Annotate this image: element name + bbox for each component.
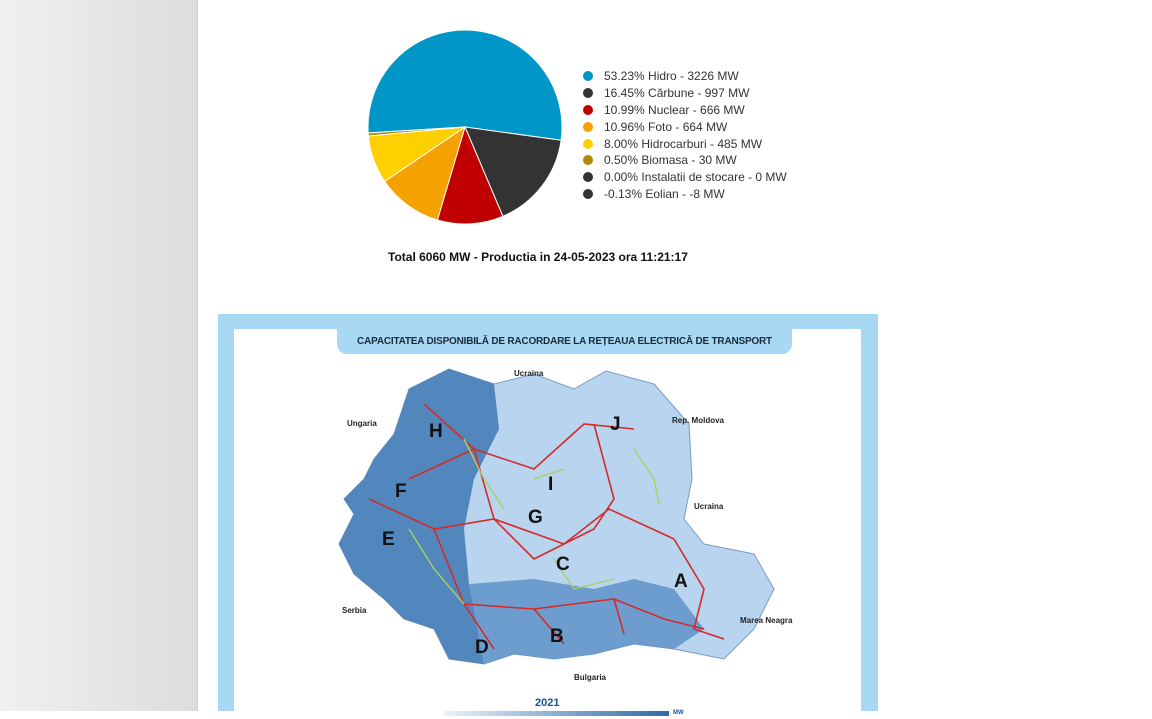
legend-label: 10.99% Nuclear - 666 MW xyxy=(604,102,745,117)
legend-swatch xyxy=(583,88,593,98)
neighbor-label: Ungaria xyxy=(347,419,377,428)
production-time: 11:21:17 xyxy=(640,250,688,264)
legend-label: 0.00% Instalatii de stocare - 0 MW xyxy=(604,170,787,185)
scale-unit: MW xyxy=(673,710,684,716)
zone-label: D xyxy=(475,637,489,658)
zone-label: F xyxy=(395,481,407,502)
chart-legend xyxy=(583,68,787,202)
legend-swatch xyxy=(583,172,593,182)
legend-item[interactable] xyxy=(583,186,787,203)
legend-swatch xyxy=(583,139,593,149)
zone-label: A xyxy=(674,571,688,592)
zone-label: H xyxy=(429,421,443,442)
legend-item[interactable] xyxy=(583,135,787,152)
capacity-color-scale xyxy=(444,711,669,716)
region-south-mid xyxy=(469,579,704,664)
zone-label: E xyxy=(382,529,395,550)
legend-swatch xyxy=(583,105,593,115)
legend-item[interactable] xyxy=(583,102,787,119)
neighbor-label: Rep. Moldova xyxy=(672,416,725,425)
neighbor-label: Bulgaria xyxy=(574,673,607,682)
zone-label: I xyxy=(548,474,554,495)
legend-swatch xyxy=(583,71,593,81)
total-prefix: Total 6060 MW - Productia in 24-05-2023 ora xyxy=(388,250,641,264)
zone-label: B xyxy=(550,626,564,647)
legend-swatch xyxy=(583,122,593,132)
neighbor-label: Ucraina xyxy=(514,369,544,378)
legend-swatch xyxy=(583,189,593,199)
legend-item[interactable] xyxy=(583,68,787,85)
neighbor-label: Ucraina xyxy=(694,502,724,511)
legend-label: 53.23% Hidro - 3226 MW xyxy=(604,69,739,84)
total-production-text xyxy=(388,250,688,264)
zone-label: C xyxy=(556,554,570,575)
neighbor-label: Serbia xyxy=(342,606,367,615)
zone-label: J xyxy=(610,414,621,435)
legend-label: 0.50% Biomasa - 30 MW xyxy=(604,153,737,168)
legend-item[interactable] xyxy=(583,118,787,135)
transmission-capacity-map xyxy=(218,314,878,716)
legend-item[interactable] xyxy=(583,85,787,102)
legend-item[interactable] xyxy=(583,152,787,169)
legend-label: 16.45% Cărbune - 997 MW xyxy=(604,86,750,101)
pie-chart xyxy=(360,22,570,232)
map-panel xyxy=(234,329,861,719)
legend-item[interactable] xyxy=(583,169,787,186)
map-title-banner: CAPACITATEA DISPONIBILĂ DE RACORDARE LA REȚEAUA ELECTRICĂ DE TRANSPORT xyxy=(337,329,792,354)
legend-label: 8.00% Hidrocarburi - 485 MW xyxy=(604,136,763,151)
legend-swatch xyxy=(583,155,593,165)
left-sidebar-panel xyxy=(0,0,198,711)
pie-slice[interactable] xyxy=(368,30,562,140)
zone-label: G xyxy=(528,507,543,528)
map-year: 2021 xyxy=(535,697,560,709)
legend-label: -0.13% Eolian - -8 MW xyxy=(604,186,725,201)
romania-grid-map xyxy=(234,329,861,719)
legend-label: 10.96% Foto - 664 MW xyxy=(604,119,728,134)
neighbor-label: Marea Neagra xyxy=(740,616,793,625)
